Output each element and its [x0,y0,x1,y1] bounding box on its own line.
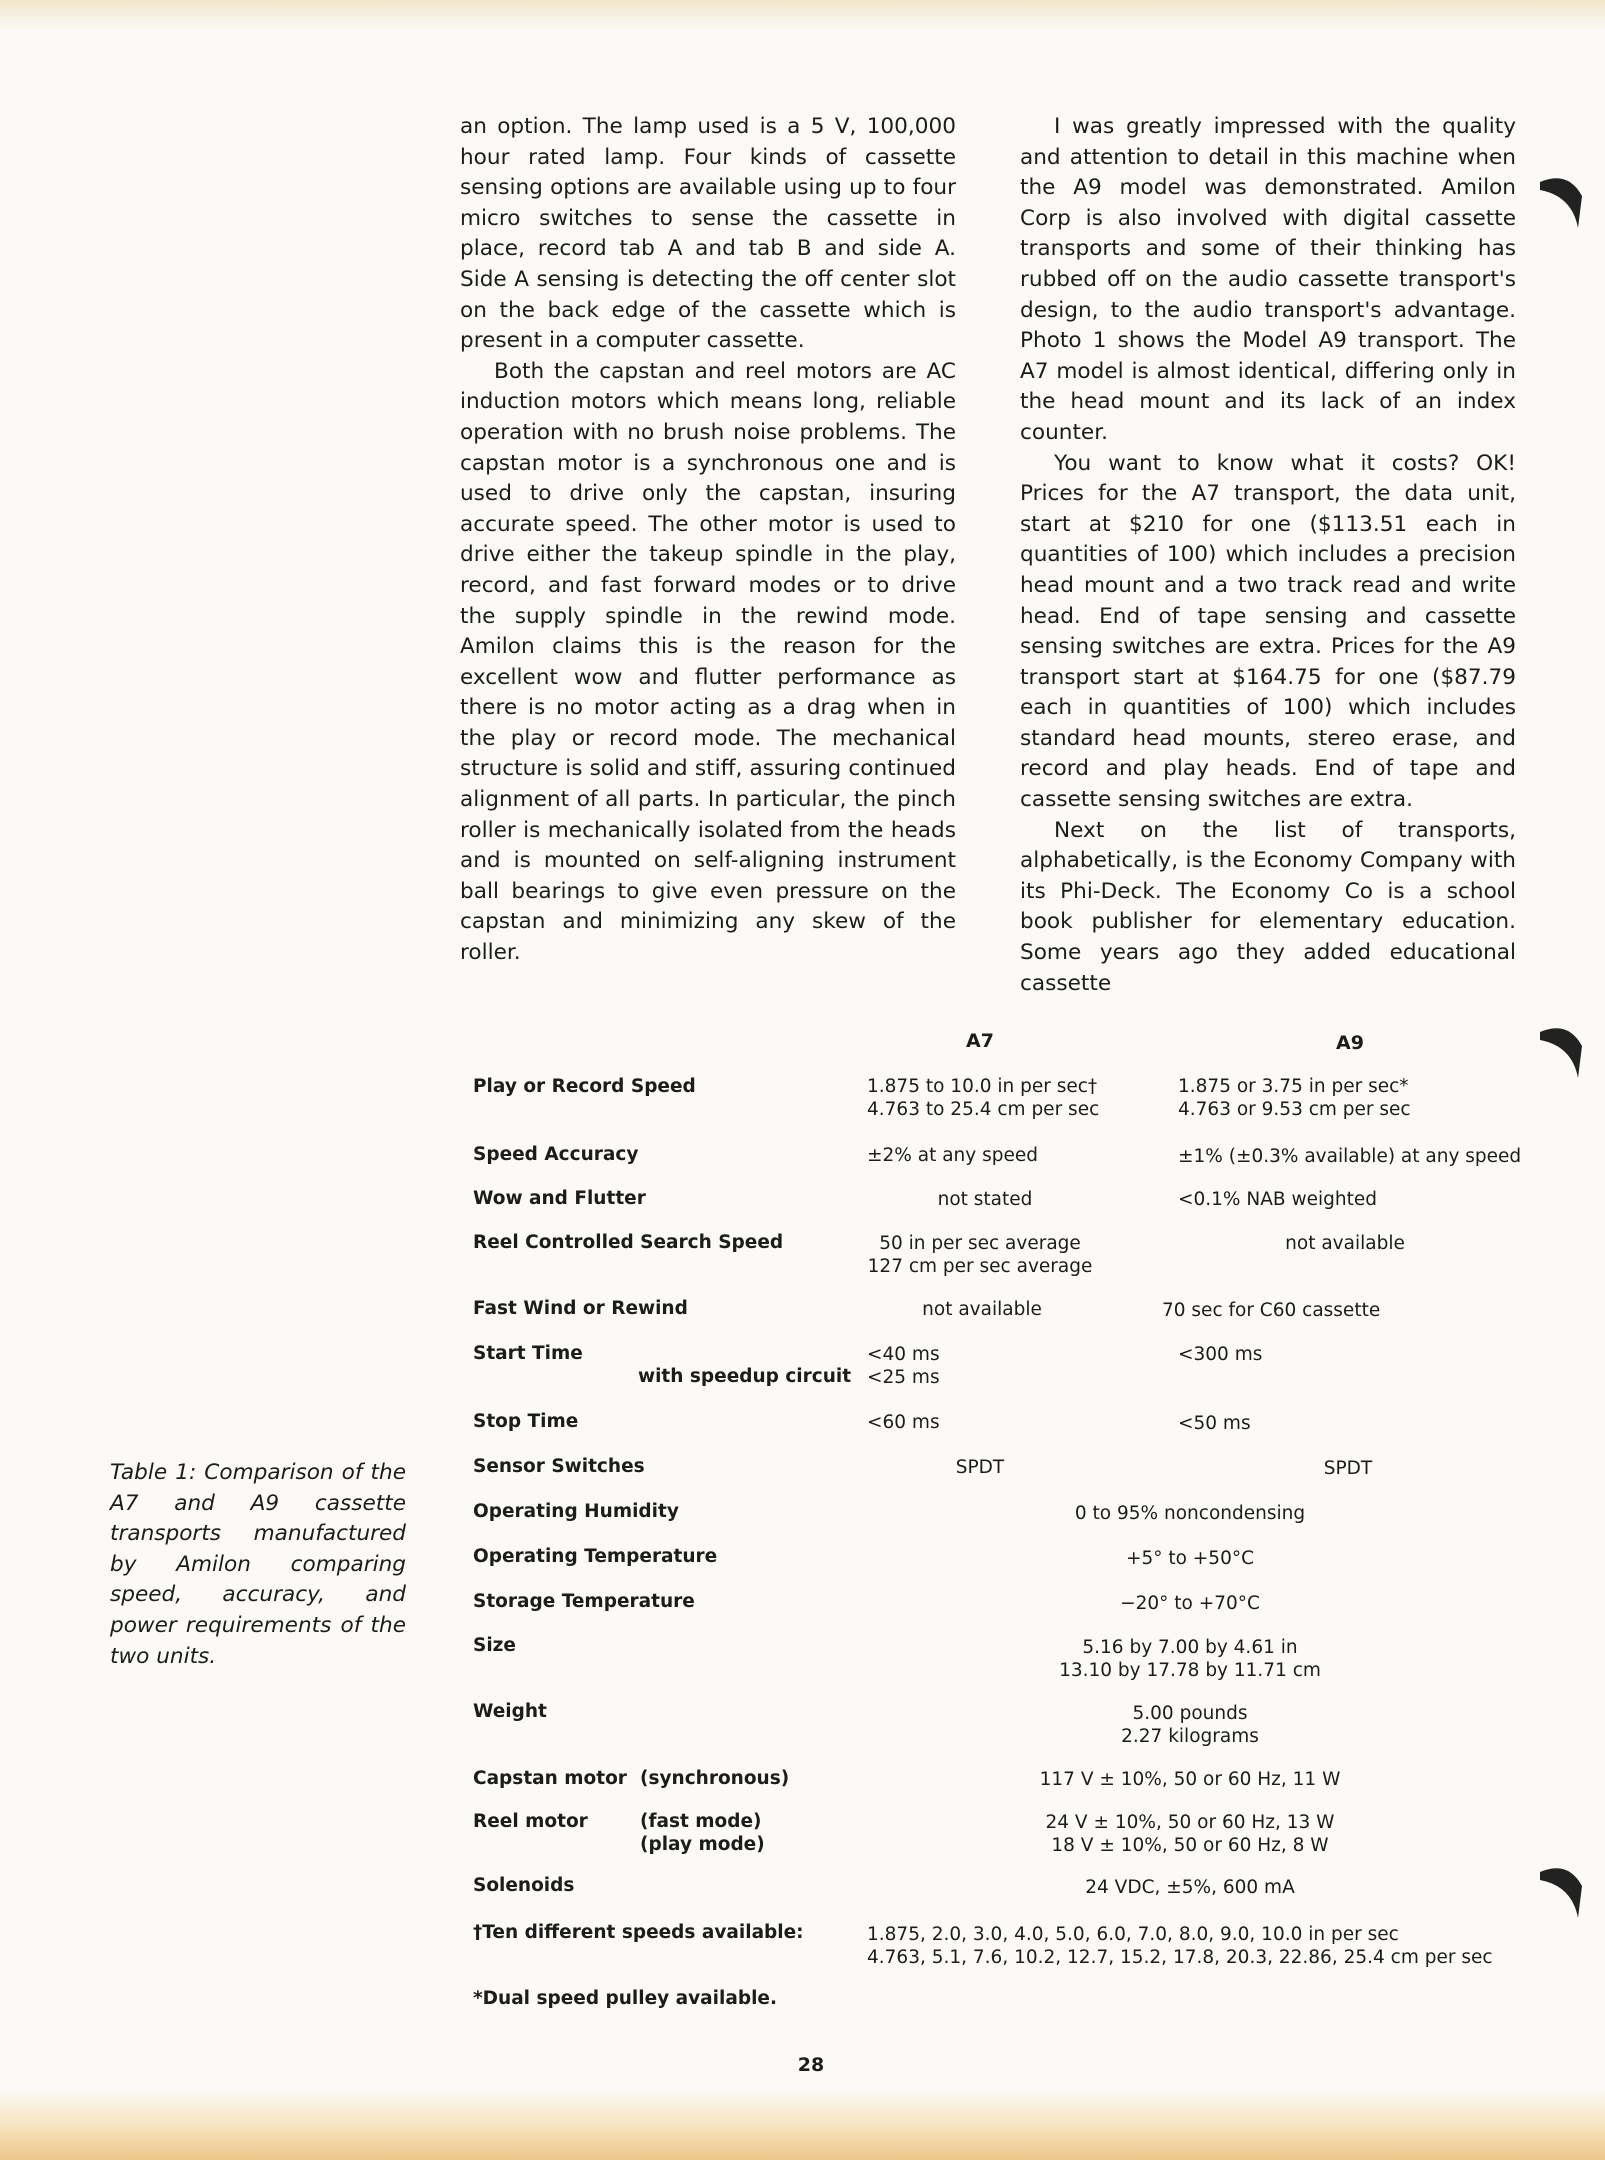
a7-value: SPDT [955,1457,1005,1478]
a9-value: <0.1% NAB weighted [1178,1189,1377,1210]
paragraph: an option. The lamp used is a 5 V, 100,000 hour rated lamp. Four kinds of cassette sensing options are available using up to four micro switches to sense the cassette in place, record tab A and tab B and side A. Side A sensing is detecting the off center slot on the back edge of the cassette which is present in a computer cassette. [460,114,956,354]
paragraph: You want to know what it costs? OK! Prices for the A7 transport, the data unit, start at $210 for one ($113.51 each in quantities of 100) which includes a precision head mount and a two track read and write head. End of tape sensing and cassette sensing switches are extra. Prices for the A9 transport start at $164.75 for one ($87.79 each in quantities of 100) which includes standard head mounts, stereo erase, and record and play heads. End of tape and cassette sensing switches are extra. [1020,450,1516,813]
a7-value: 50 in per sec average [879,1233,1081,1254]
row-label: Fast Wind or Rewind [473,1298,688,1319]
binder-hole-mark [1538,1860,1588,1920]
a7-value: 127 cm per sec average [867,1256,1093,1277]
row-label: Weight [473,1701,547,1722]
article-column-left [460,112,956,969]
row-label: Operating Humidity [473,1501,679,1522]
footnote-value: 4.763, 5.1, 7.6, 10.2, 12.7, 15.2, 17.8, 20.3, 22.86, 25.4 cm per sec [867,1947,1493,1968]
a9-value: 70 sec for C60 cassette [1162,1300,1381,1321]
paper-stain-top [0,0,1605,30]
row-label: Stop Time [473,1411,579,1432]
a7-value: <40 ms [867,1344,940,1365]
row-label: Start Time [473,1343,583,1364]
row-sublabel: (synchronous) [640,1768,790,1789]
a9-value: 4.763 or 9.53 cm per sec [1178,1099,1411,1120]
shared-value: 0 to 95% noncondensing [1074,1503,1306,1524]
paper-stain-bottom [0,2090,1605,2160]
a7-value: not stated [937,1189,1033,1210]
paragraph: Both the capstan and reel motors are AC induction motors which means long, reliable operation with no brush noise problems. The capstan motor is a synchronous one and is used to drive only the capstan, insuring accurate speed. The other motor is used to drive either the takeup spindle in the play, record, and fast forward modes or to drive the supply spindle in the rewind mode. Amilon claims this is the reason for the excellent wow and flutter performance as there is no motor acting as a drag when in the play or record mode. The mechanical structure is solid and stiff, assuring continued alignment of all parts. In particular, the pinch roller is mechanically isolated from the heads and is mounted on self-aligning instrument ball bearings to give even pressure on the capstan and minimizing any skew of the roller. [460,358,956,966]
table-caption: Table 1: Comparison of the A7 and A9 cassette transports manufactured by Amilon comparing speed, accuracy, and power requirements of the two units. [110,1460,406,1669]
a7-value: <60 ms [867,1412,940,1433]
shared-value: 13.10 by 17.78 by 11.71 cm [1059,1660,1321,1681]
row-label: Size [473,1635,516,1656]
page-number: 28 [797,2054,825,2076]
shared-value: +5° to +50°C [1125,1548,1255,1569]
a9-value: <300 ms [1178,1344,1263,1365]
row-label: Reel motor [473,1811,588,1832]
row-label: Reel Controlled Search Speed [473,1232,784,1253]
a9-value: <50 ms [1178,1413,1251,1434]
a7-value: ±2% at any speed [867,1145,1038,1166]
shared-value: 2.27 kilograms [1121,1726,1259,1747]
article-column-right [1020,112,1516,999]
row-label: Capstan motor [473,1768,627,1789]
a7-value: 1.875 to 10.0 in per sec† [867,1076,1098,1097]
a7-value: <25 ms [867,1367,940,1388]
a9-value: SPDT [1323,1458,1373,1479]
binder-hole-mark [1538,1020,1588,1080]
row-sublabel: with speedup circuit [638,1366,852,1387]
row-label: Operating Temperature [473,1546,718,1567]
row-label: Wow and Flutter [473,1188,646,1209]
shared-value: 18 V ± 10%, 50 or 60 Hz, 8 W [1051,1835,1329,1856]
a9-value: not available [1285,1233,1405,1254]
a9-value: ±1% (±0.3% available) at any speed [1178,1146,1522,1167]
row-label: Speed Accuracy [473,1144,639,1165]
row-sublabel: (play mode) [640,1834,765,1855]
shared-value: 5.16 by 7.00 by 4.61 in [1082,1637,1298,1658]
paragraph: Next on the list of transports, alphabetically, is the Economy Company with its Phi-Deck. The Economy Co is a school book publisher for elementary education. Some years ago they added educational cassette [1020,817,1516,996]
paragraph: I was greatly impressed with the quality and attention to detail in this machine when the A9 model was demonstrated. Amilon Corp is also involved with digital cassette transports and some of their thinking has rubbed off on the audio cassette transport's design, to the audio transport's advantage. Photo 1 shows the Model A9 transport. The A7 model is almost identical, differing only in the head mount and its lack of an index counter. [1020,114,1516,445]
shared-value: 5.00 pounds [1132,1703,1248,1724]
shared-value: 24 VDC, ±5%, 600 mA [1085,1877,1295,1898]
column-header-a9: A9 [1336,1032,1364,1054]
shared-value: 117 V ± 10%, 50 or 60 Hz, 11 W [1039,1769,1341,1790]
footnote-label: *Dual speed pulley available. [473,1988,777,2009]
row-label: Play or Record Speed [473,1076,696,1097]
binder-hole-mark [1538,170,1588,230]
footnote-label: †Ten different speeds available: [473,1922,804,1943]
shared-value: 24 V ± 10%, 50 or 60 Hz, 13 W [1045,1812,1335,1833]
a7-value: 4.763 to 25.4 cm per sec [867,1099,1100,1120]
column-header-a7: A7 [966,1030,994,1052]
row-label: Solenoids [473,1875,575,1896]
shared-value: −20° to +70°C [1120,1593,1260,1614]
row-label: Storage Temperature [473,1591,695,1612]
a7-value: not available [922,1299,1042,1320]
row-sublabel: (fast mode) [640,1811,762,1832]
a9-value: 1.875 or 3.75 in per sec* [1178,1076,1409,1097]
row-label: Sensor Switches [473,1456,645,1477]
footnote-value: 1.875, 2.0, 3.0, 4.0, 5.0, 6.0, 7.0, 8.0, 9.0, 10.0 in per sec [867,1924,1399,1945]
